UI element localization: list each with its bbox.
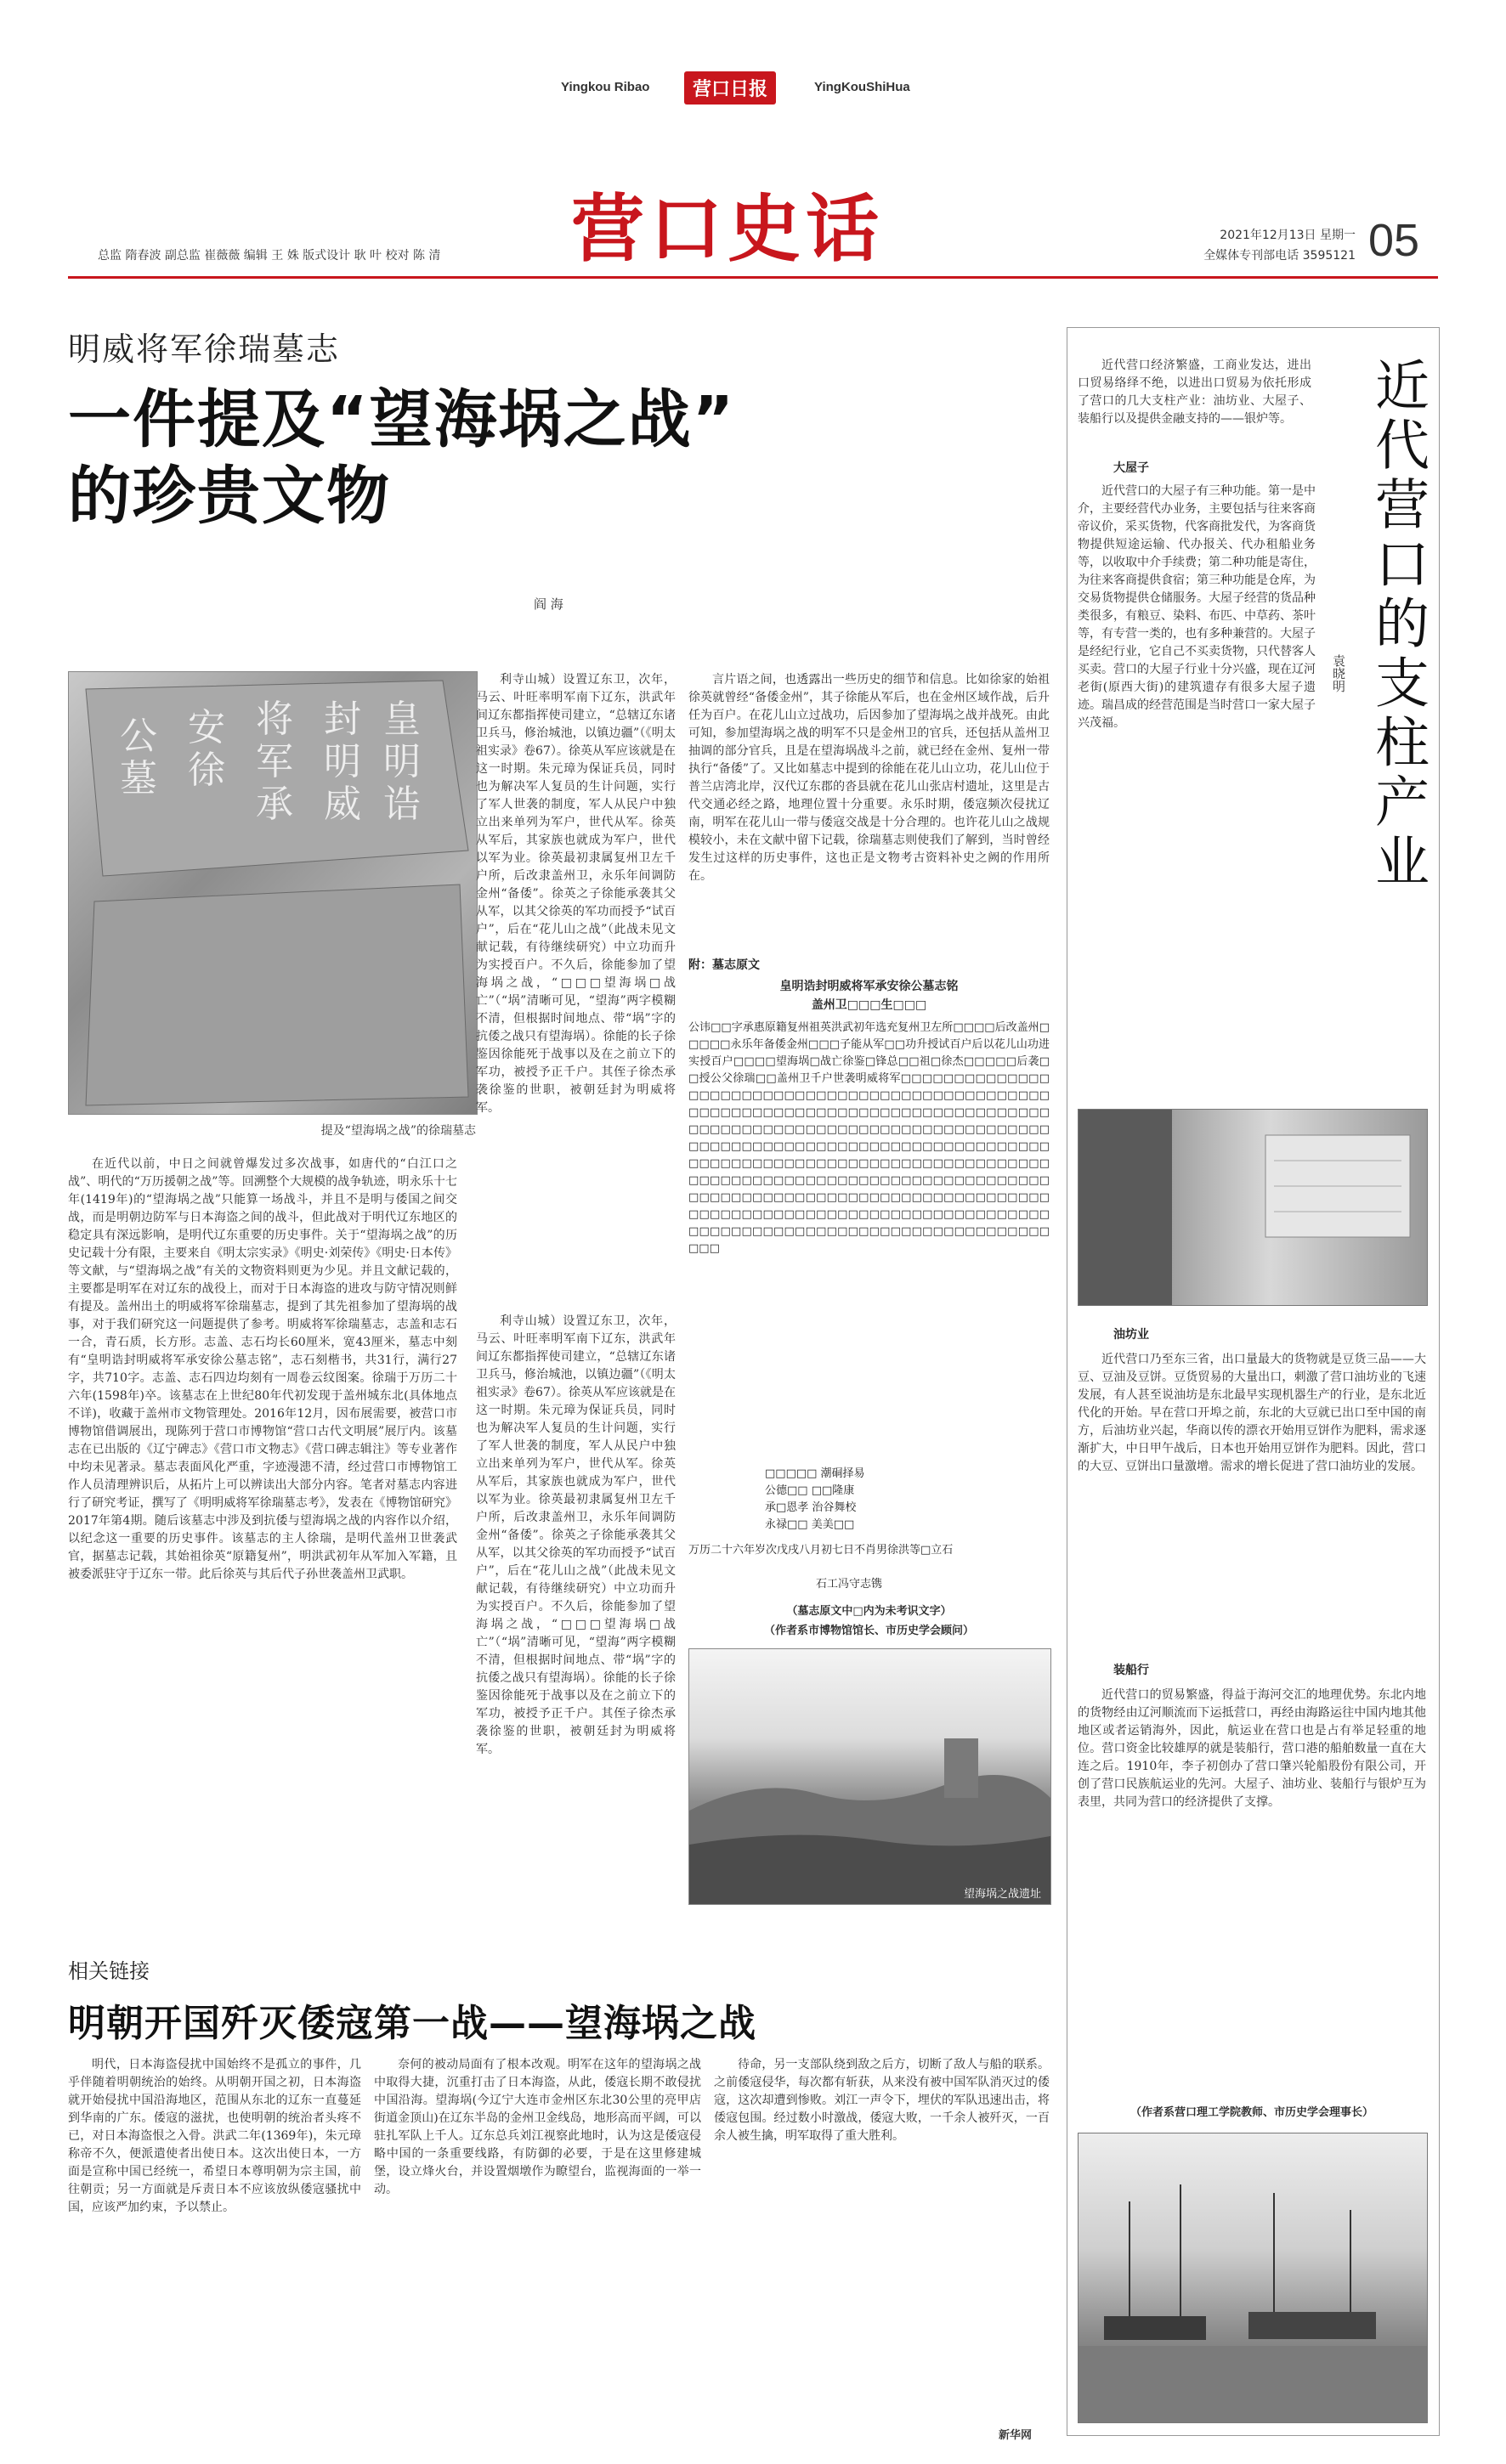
inscription-title: 皇明诰封明威将军承安徐公墓志铭 — [779, 980, 959, 993]
sidebar-intro-text: 近代营口经济繁盛，工商业发达，进出口贸易络绎不绝，以进出口贸易为依托形成了营口的几大支柱产业：油坊业、大屋子、装船行以及提供金融支持的——银炉等。 — [1078, 359, 1311, 426]
main-article-col2-cont-text: 利寺山城）设置辽东卫，次年，马云、叶旺率明军南下辽东，洪武年间辽东都指挥使司建立，“总辖辽东诸卫兵马，修治城池，以镇边疆”（《明太祖实录》卷67）。徐英从军应该就是在这一时期。朱元璋为保证兵员，同时也为解决军人复员的生计问题，实行了军人世袭的制度，军人从民户中独立出来单列为军户，世代从军。徐英从军后，其家族也就成为军户，世代以军为业。徐英最初隶属复州卫左千户所，后改隶盖州卫，永乐年间调防金州“备倭”。徐英之子徐能承袭其父从军，以其父徐英的军功而授予“试百户”，后在“花儿山之战”（此战未见文献记载，有待继续研究）中立功而升为实授百户。不久后，徐能参加了望海埚之战，“□□□望海埚□战亡”（“埚”清晰可见，“望海”两字模糊不清，但根据时间地点、带“埚”字的抗倭之战只有望海埚）。徐能的长子徐鉴因徐能死于战事以及在之前立下的军功，被授予正千户。其侄子徐杰承袭徐鉴的世职，被朝廷封为明威将军。 — [476, 1314, 676, 1756]
sidebar-author: 袁晓明 — [1331, 654, 1346, 692]
svg-text:诰: 诰 — [383, 783, 421, 826]
article-headline-line2: 的珍贵文物 — [68, 460, 391, 533]
main-article-col3-text: 言片语之间，也透露出一些历史的细节和信息。比如徐家的始祖徐英就曾经“备倭金州”，其子徐能从军后，也在金州区域作战，后升任为百户。在花儿山立过战功，后因参加了望海埚之战并战死。由此可知，参加望海埚之战的明军不只是金州卫的官兵，还包括从盖州卫抽调的部分官兵，且是在望海埚战斗之前，就已经在金州、复州一带执行“备倭”了。又比如墓志中提到的徐能在花儿山立功，花儿山位于普兰店湾北岸，汉代辽东郡的沓县就在花儿山张店村遗址，这里是古代交通必经之路，地理位置十分重要。永乐时期，倭寇频次侵扰辽南，明军在花儿山一带与倭寇交战是十分合理的。也许花儿山之战规模较小，未在文献中留下记载，徐瑞墓志则使我们了解到，当时曾经发生过这样的历史事件，这也正是文物考古资料补史之阙的作用所在。 — [688, 673, 1050, 883]
header-rule — [68, 276, 1438, 279]
article-headline-line1: 一件提及“望海埚之战” — [68, 383, 736, 456]
inscription-signatories: □□□□□ 潮硐择易 公德□□ □□隆康 承□恩孝 治谷舞校 永禄□□ 美美□□ — [765, 1467, 865, 1531]
page-number: 05 — [1368, 215, 1420, 266]
related-link-label: 相关链接 — [68, 1959, 150, 1983]
paper-logo: 营口日报 — [684, 71, 776, 105]
editorial-staff: 总监 隋春波 副总监 崔薇薇 编辑 王 姝 版式设计 耿 叶 校对 陈 清 — [98, 249, 441, 263]
related-col2 — [374, 2056, 701, 2430]
paper-name-en-left: Yingkou Ribao — [561, 80, 650, 94]
inscription-mason: 石工冯守志镌 — [816, 1578, 883, 1591]
related-col1 — [68, 2056, 361, 2430]
related-col2-text: 奈何的被动局面有了根本改观。明军在这年的望海埚之战中取得大捷，沉重打击了日本海盗，从此，倭寇长期不敢侵扰中国沿海。望海埚(今辽宁大连市金州区东北30公里的亮甲店街道金顶山)在辽东半岛的金州卫金线岛，地形高而平阔，可以驻扎军队上千人。辽东总兵刘江视察此地时，认为这是倭寇侵略中国的一条重要线路，有防御的必要，于是在这里修建城堡，设立烽火台，并设置烟墩作为瞭望台，监视海面的一举一动。 — [374, 2058, 701, 2196]
article-kicker: 明威将军徐瑞墓志 — [68, 331, 341, 368]
sidebar-sec3-text: 近代营口的贸易繁盛，得益于海河交汇的地理优势。东北内地的货物经由辽河顺流而下运抵营口，再经由海路运往中国内地其他地区或者运销海外，因此，航运业在营口也是占有举足轻重的地位。营口资金比较雄厚的就是装船行，营口港的船舶数量一直在大连之后。1910年，李子初创办了营口肇兴轮船股份有限公司，开创了营口民族航运业的先河。大屋子、油坊业、装船行与银炉互为表里，共同为营口的经济提供了支撑。 — [1078, 1688, 1426, 1809]
inscription-subtitle: 盖州卫□□□生□□□ — [811, 998, 927, 1012]
svg-text:徐: 徐 — [188, 749, 225, 792]
sidebar-sec1-text: 近代营口的大屋子有三种功能。第一是中介，主要经营代办业务，主要包括与往来客商帝议价，采买货物，代客商批发代，为客商货物提供短途运输、代办报关、代办租船业务等，以收取中介手续费；第二种功能是寄住，为往来客商提供食宿；第三种功能是仓库，为交易货物提供仓储服务。大屋子经营的货品种类很多，有粮豆、染料、布匹、中草药、茶叶等，有专营一类的，也有多种兼营的。大屋子是经纪行业，它自己不买卖货物，只代替客人买卖。营口的大屋子行业十分兴盛，现在辽河老街(原西大街)的建筑遗存有很多大屋子遗迹。瑞昌成的经营范围是当时营口一家大屋子兴茂福。 — [1078, 484, 1316, 730]
sidebar-sec2-text: 近代营口乃至东三省，出口量最大的货物就是豆货三品——大豆、豆油及豆饼。豆货贸易的大量出口，刺激了营口油坊业的飞速发展，有人甚至说油坊是东北最早实现机器生产的行业，是东北近代化的开始。早在营口开埠之前，东北的大豆就已出口至中国的南方，后油坊业兴起，华商以传的漂衣开始用豆饼作为肥料，需求逐渐扩大，中日甲午战后，日本也开始用豆饼作为肥料。因此，营口的大豆、豆饼出口量激增。需求的增长促进了营口油坊业的发展。 — [1078, 1353, 1426, 1473]
paper-name-en-right: YingKouShiHua — [814, 80, 910, 94]
harbor-illustration — [1079, 2133, 1427, 2422]
inscription-credit: （作者系市博物馆馆长、市历史学会顾问） — [763, 1625, 974, 1637]
issue-date: 2021年12月13日 星期一 — [1220, 229, 1356, 242]
tombstone-illustration — [69, 672, 477, 1114]
masthead-title: 营口史话 — [571, 186, 884, 272]
main-article-col3 — [688, 671, 1050, 943]
related-source: 新华网 — [999, 2429, 1033, 2442]
svg-text:威: 威 — [324, 783, 361, 826]
sidebar-credit: （作者系营口理工学院教师、市历史学会理事长） — [1130, 2106, 1373, 2119]
inscription-text: 公讳□□字承惠原籍复州祖英洪武初年选充复州卫左所□□□□后改盖州□□□□□永乐年备倭金州□□□子能从军□□功升授试百户后以花儿山功进实授百户□□□□望海埚□战亡徐鉴□锋总□□祖□徐杰□□□□□后袭□□授公父徐瑞□□盖州卫千户世袭明威将军□□□□□□□□□□□□□□□□□□□□□□□□□□□□□□□□□□□□□□□□□□□□□□□□□□□□□□□□□□□□□□□□□□□□□□□□□□□□□□□□□□□□□□□□□□□□□□□□□□□□□□□□□□□□□□□□□□□□□□□□□□□□□□□□□□□□□□□□□□□□□□□□□□□□□□□□□□□□□□□□□□□□□□□□□□□□□□□□□□□□□□□□□□□□□□□□□□□□□□□□□□□□□□□□□□□□□□□□□□□□□□□□□□□□□□□□□□□□□□□□□□□□□□□□□□□□□□□□□□□□□□□□□□□□□□□□□□□□□□□□□□□□□□□□□□□□□□□□□□□□□□□□□□□□□□□□□□□□□□□□□□□ — [688, 1021, 1050, 1255]
svg-text:明: 明 — [383, 740, 421, 783]
sidebar-photo-building — [1078, 1109, 1428, 1306]
svg-text:墓: 墓 — [120, 757, 157, 800]
article-author: 阎 海 — [534, 596, 563, 612]
hotline: 全媒体专刊部电话 3595121 — [1203, 249, 1356, 263]
tombstone-photo — [68, 671, 478, 1115]
inscription-note: （墓志原文中□内为未考识文字） — [786, 1605, 952, 1618]
svg-text:封: 封 — [324, 698, 361, 741]
main-article-col2 — [476, 671, 676, 1300]
related-col3 — [714, 2056, 1050, 2422]
svg-text:安: 安 — [188, 706, 225, 749]
site-photo-caption: 望海埚之战遗址 — [963, 1888, 1041, 1901]
sidebar-sec3 — [1078, 1687, 1426, 2094]
svg-text:明: 明 — [324, 740, 361, 783]
related-col3-text: 待命，另一支部队绕到敌之后方，切断了敌人与船的联系。之前倭寇侵华，每次都有斩获，从来没有被中国军队消灭过的倭寇，这次却遭到惨败。刘江一声令下，埋伏的军队迅速出击，将倭寇包围。经过数小时激战，倭寇大败，一千余人被歼灭，一百余人被生擒，明军取得了重大胜利。 — [714, 2058, 1050, 2143]
inscription-label: 附：墓志原文 — [688, 958, 760, 972]
building-illustration — [1079, 1110, 1427, 1305]
site-photo — [688, 1648, 1051, 1905]
related-col1-text: 明代，日本海盗侵扰中国始终不是孤立的事件，几乎伴随着明朝统治的始终。从明朝开国之初，日本海盗就开始侵扰中国沿海地区，范围从东北的辽东一直蔓延到华南的广东。倭寇的滋扰，也使明朝的统治者头疼不已，对日本海盗恨之入骨。洪武二年(1369年)，朱元璋称帝不久，便派遣使者出使日本。这次出使日本，一方面是宣称中国已经统一，希望日本尊明朝为宗主国，前往朝贡；另一方面就是斥责日本不应该放纵倭寇骚扰中国，应该严加约束，予以禁止。 — [68, 2058, 361, 2214]
related-link-title: 明朝开国歼灭倭寇第一战——望海埚之战 — [68, 2002, 756, 2045]
tombstone-photo-caption: 提及“望海埚之战”的徐瑞墓志 — [320, 1124, 476, 1138]
svg-text:皇: 皇 — [383, 698, 421, 741]
inscription-date-line: 万历二十六年岁次戊戌八月初七日不肖男徐洪等□立石 — [688, 1544, 954, 1557]
sidebar-sec1 — [1078, 483, 1316, 1103]
main-article-col1-text: 在近代以前，中日之间就曾爆发过多次战事，如唐代的“白江口之战”、明代的“万历援朝之战”等。回溯整个大规模的战争轨迹，明永乐十七年(1419年)的“望海埚之战”只能算一场战斗，并且不是明与倭国之间交战，而是明朝边防军与日本海盗之间的战斗，但此战对于明代辽东地区的稳定具有深远影响，是明代辽东重要的历史事件。关于“望海埚之战”的历史记载十分有限，主要来自《明太宗实录》《明史·刘荣传》《明史·日本传》等文献，与“望海埚之战”有关的文物资料则更为少见。并且文献记载的，主要都是明军在对辽东的战役上，而对于日本海盗的进攻与防守情况则鲜有提及。盖州出土的明威将军徐瑞墓志，提到了其先祖参加了望海埚的战事，对于我们研究这一问题提供了参考。明威将军徐瑞墓志，志盖和志石一合，青石质，长方形。志盖、志石均长60厘米，宽43厘米，墓志中刻有“皇明诰封明威将军承安徐公墓志铭”，志石刻楷书，共31行，满行27字，共710字。志盖、志石四边均刻有一周卷云纹图案。徐瑞于万历二十六年(1598年)卒。该墓志在上世纪80年代初发现于盖州城东北(具体地点不详)，收藏于盖州市文物管理处。2016年12月，因布展需要，被营口市博物馆借调展出，现陈列于营口市博物馆“营口古代文明展”展厅内。该墓志在已出版的《辽宁碑志》《营口市文物志》《营口碑志辑注》等专业著作中均未见著录。墓志表面风化严重，字迹漫漶不清，经过营口市博物馆工作人员清理辨识后，从拓片上可以辨读出大部分内容。笔者对墓志内容进行了研究考证，撰写了《明明威将军徐瑞墓志考》，发表在《博物馆研究》2017年第4期。随后该墓志中涉及到抗倭与望海埚之战的内容作以介绍，以纪念这一重要的历史事件。该墓志的主人徐瑞，是明代盖州卫世袭武官，据墓志记载，其始祖徐英“原籍复州”，明洪武初年从军加入军籍，且被委派驻守于辽东一带。此后徐英与其后代子孙世袭盖州卫武职。 — [68, 1157, 457, 1581]
sidebar-sec1-head: 大屋子 — [1113, 461, 1149, 475]
site-illustration — [689, 1649, 1050, 1904]
svg-text:军: 军 — [256, 740, 293, 783]
svg-text:公: 公 — [120, 715, 157, 758]
sidebar-intro — [1078, 357, 1311, 442]
main-article-col1 — [68, 1156, 457, 1971]
sidebar-title: 近代营口的支柱产业 — [1366, 357, 1429, 892]
sidebar-sec2 — [1078, 1351, 1426, 1648]
svg-text:将: 将 — [256, 698, 293, 741]
svg-text:承: 承 — [256, 783, 293, 826]
main-article-col2-text: 利寺山城）设置辽东卫，次年，马云、叶旺率明军南下辽东，洪武年间辽东都指挥使司建立，“总辖辽东诸卫兵马，修治城池，以镇边疆”（《明太祖实录》卷67）。徐英从军应该就是在这一时期。朱元璋为保证兵员，同时也为解决军人复员的生计问题，实行了军人世袭的制度，军人从民户中独立出来单列为军户，世代从军。徐英从军后，其家族也就成为军户，世代以军为业。徐英最初隶属复州卫左千户所，后改隶盖州卫，永乐年间调防金州“备倭”。徐英之子徐能承袭其父从军，以其父徐英的军功而授予“试百户”，后在“花儿山之战”（此战未见文献记载，有待继续研究）中立功而升为实授百户。不久后，徐能参加了望海埚之战，“□□□望海埚□战亡”（“埚”清晰可见，“望海”两字模糊不清，但根据时间地点、带“埚”字的抗倭之战只有望海埚）。徐能的长子徐鉴因徐能死于战事以及在之前立下的军功，被授予正千户。其侄子徐杰承袭徐鉴的世职，被朝廷封为明威将军。 — [476, 673, 676, 1115]
sidebar-sec2-head: 油坊业 — [1113, 1328, 1149, 1342]
sidebar-photo-harbor — [1078, 2133, 1428, 2423]
main-article-col2-cont — [476, 1313, 676, 1756]
sidebar-sec3-head: 装船行 — [1113, 1664, 1149, 1677]
